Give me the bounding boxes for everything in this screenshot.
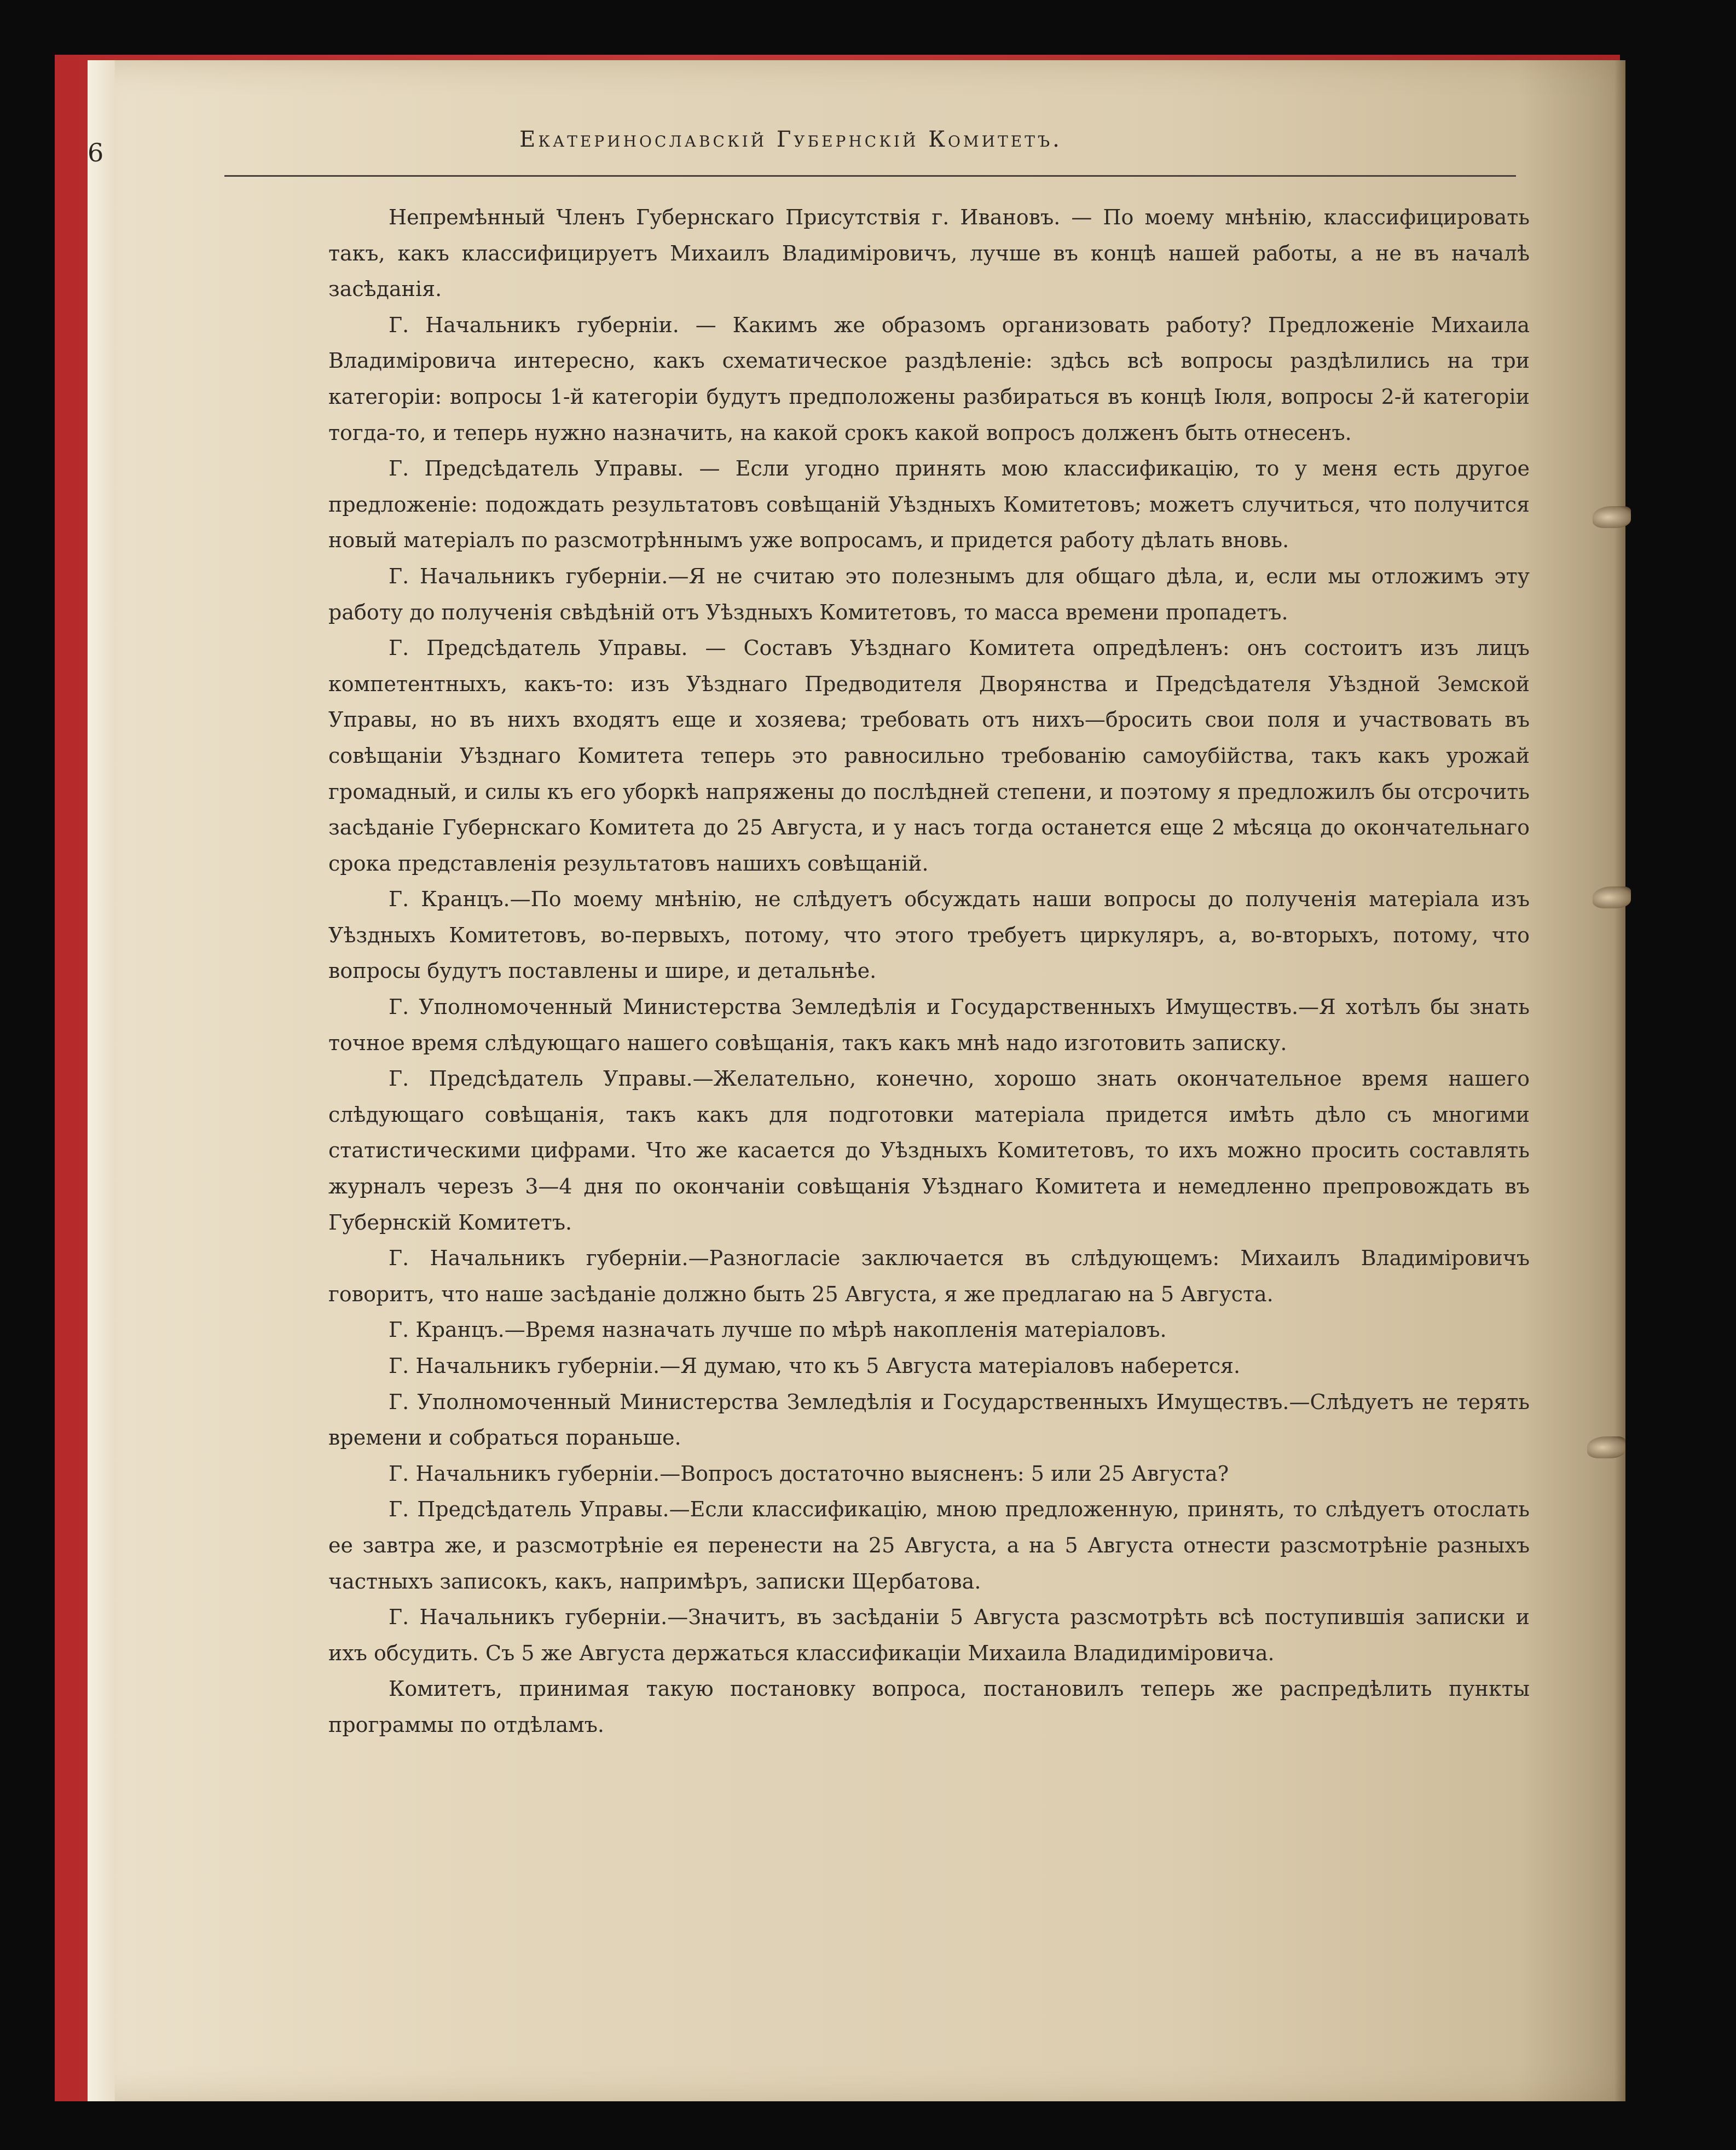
paragraph: Г. Начальникъ губерніи.—Разногласіе заключается въ слѣдующемъ: Михаилъ Владиміровичъ говоритъ, что наше засѣданіе должно быть 25 Августа, я же предлагаю на 5 Августа. (328, 1246, 1530, 1306)
page-number: 6 (88, 138, 104, 167)
paragraph: Г. Уполномоченный Министерства Земледѣлія и Государственныхъ Имуществъ.—Я хотѣлъ бы знать точное время слѣдующаго нашего совѣщанія, такъ какъ мнѣ надо изготовить записку. (328, 995, 1530, 1055)
page-tab-2 (1593, 886, 1631, 908)
paragraph: Г. Начальникъ губерніи.—Я думаю, что къ 5 Августа матеріаловъ наберется. (389, 1354, 1241, 1378)
paragraph: Г. Предсѣдатель Управы.—Если классификацію, мною предложенную, принять, то слѣдуетъ отослать ее завтра же, и разсмотрѣніе ея перенести на 25 Августа, а на 5 Августа отнести разсмотрѣніе разныхъ частныхъ записокъ, какъ, напримѣръ, записки Щербатова. (328, 1497, 1530, 1593)
page-tab-3 (1587, 1436, 1625, 1458)
paragraph: Г. Предсѣдатель Управы. — Составъ Уѣзднаго Комитета опредѣленъ: онъ состоитъ изъ лицъ компетентныхъ, какъ-то: изъ Уѣзднаго Предводителя Дворянства и Предсѣдателя Уѣздной Земской Управы, но въ нихъ входятъ еще и хозяева; требовать отъ нихъ—бросить свои поля и участвовать въ совѣщаніи Уѣзднаго Комитета теперь это равносильно требованію самоубійства, такъ какъ урожай громадный, и силы къ его уборкѣ напряжены до послѣдней степени, и поэтому я предложилъ бы отсрочить засѣданіе Губернскаго Комитета до 25 Августа, и у насъ тогда останется еще 2 мѣсяца до окончательнаго срока представленія результатовъ нашихъ совѣщаній. (328, 636, 1530, 876)
paragraph: Г. Кранцъ.—Время назначать лучше по мѣрѣ накопленія матеріаловъ. (389, 1318, 1167, 1342)
paragraph: Г. Начальникъ губерніи.—Вопросъ достаточно выясненъ: 5 или 25 Августа? (389, 1461, 1229, 1486)
paragraph: Г. Уполномоченный Министерства Земледѣлія и Государственныхъ Имуществъ.—Слѣдуетъ не терять времени и собраться пораньше. (328, 1389, 1530, 1450)
page-fold-shadow (1615, 60, 1625, 2101)
paragraph: Комитетъ, принимая такую постановку вопроса, постановилъ теперь же распредѣлить пункты программы по отдѣламъ. (328, 1677, 1530, 1737)
page-gutter (88, 60, 115, 2101)
page-tab-1 (1593, 506, 1631, 528)
paragraph: Непремѣнный Членъ Губернскаго Присутствія г. Ивановъ. — По моему мнѣнію, классифицировать такъ, какъ классифицируетъ Михаилъ Владиміровичъ, лучше въ концѣ нашей работы, а не въ началѣ засѣданія. (328, 205, 1530, 302)
paragraph: Г. Предсѣдатель Управы. — Если угодно принять мою классификацію, то у меня есть другое предложеніе: подождать результатовъ совѣщаній Уѣздныхъ Комитетовъ; можетъ случиться, что получится новый матеріалъ по разсмотрѣннымъ уже вопросамъ, и придется работу дѣлать вновь. (328, 456, 1530, 553)
paragraph: Г. Начальникъ губерніи. — Какимъ же образомъ организовать работу? Предложеніе Михаила Владиміровича интересно, какъ схематическое раздѣленіе: здѣсь всѣ вопросы раздѣлились на три категоріи: вопросы 1-й категоріи будутъ предположены разбираться въ концѣ Іюля, вопросы 2-й категоріи тогда-то, и теперь нужно назначить, на какой срокъ какой вопросъ долженъ быть отнесенъ. (328, 312, 1530, 445)
paragraph: Г. Начальникъ губерніи.—Я не считаю это полезнымъ для общаго дѣла, и, если мы отложимъ эту работу до полученія свѣдѣній отъ Уѣздныхъ Комитетовъ, то масса времени пропадетъ. (328, 564, 1530, 624)
paragraph: Г. Начальникъ губерніи.—Значитъ, въ засѣданіи 5 Августа разсмотрѣть всѣ поступившія записки и ихъ обсудить. Съ 5 же Августа держаться классификаціи Михаила Владидиміровича. (328, 1605, 1530, 1665)
body-text (328, 200, 1530, 1743)
running-title: Екатеринославскій Губернскій Комитетъ. (519, 127, 1062, 152)
paragraph: Г. Кранцъ.—По моему мнѣнію, не слѣдуетъ обсуждать наши вопросы до полученія матеріала изъ Уѣздныхъ Комитетовъ, во-первыхъ, потому, что этого требуетъ циркуляръ, а, во-вторыхъ, потому, что вопросы будутъ поставлены и шире, и детальнѣе. (328, 887, 1530, 983)
paragraph: Г. Предсѣдатель Управы.—Желательно, конечно, хорошо знать окончательное время нашего слѣдующаго совѣщанія, такъ какъ для подготовки матеріала придется имѣть дѣло съ многими статистическими цифрами. Что же касается до Уѣздныхъ Комитетовъ, то ихъ можно просить составлять журналъ черезъ 3—4 дня по окончаніи совѣщанія Уѣзднаго Комитета и немедленно препровождать въ Губернскій Комитетъ. (328, 1067, 1530, 1235)
